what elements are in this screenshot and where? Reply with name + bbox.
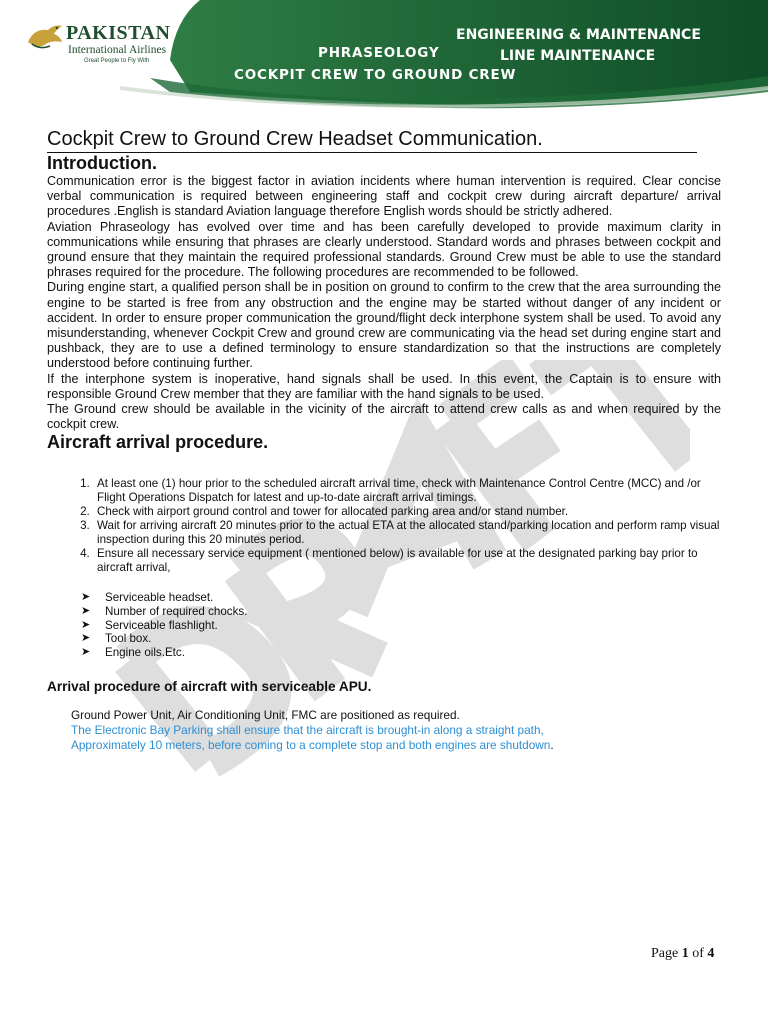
list-item <box>81 632 721 646</box>
equipment-item: Serviceable headset. <box>105 591 214 605</box>
paragraph: The Ground crew should be available in the vicinity of the aircraft to attend crew calls as and when required by the cockpit crew. <box>47 402 721 432</box>
header-doc-scope: COCKPIT CREW TO GROUND CREW <box>234 67 517 83</box>
list-item <box>81 646 721 660</box>
arrival-procedure-heading: Aircraft arrival procedure. <box>47 432 269 453</box>
document-body <box>47 128 721 752</box>
apu-line-period: . <box>550 737 554 752</box>
logo-tagline: Great People to Fly With <box>84 58 150 64</box>
equipment-item: Engine oils.Etc. <box>105 645 185 659</box>
equipment-item: Number of required chocks. <box>105 605 248 619</box>
paragraph: During engine start, a qualified person shall be in position on ground to confirm to the crew that the area surrounding the engine to be started is free from any obstruction and the engine may be started without danger of any incident or accident. In order to ensure proper communication the ground/flight deck interphone system shall be used. To avoid any misunderstanding, whenever Cockpit Crew and ground crew are communicating via the head set during engine start and pushback, they are to use a defined terminology to ensure standardization so that the instructions are completely understood before continuing further. <box>47 280 721 371</box>
arrow-bullet-icon: ➤ <box>81 645 91 658</box>
arrow-bullet-icon: ➤ <box>81 632 91 645</box>
arrival-steps-list <box>47 477 721 575</box>
page-label: Page <box>651 946 679 961</box>
list-item: 3. Wait for arriving aircraft 20 minutes prior to the actual ETA at the allocated stand/parking location and perform ramp visual inspection during this 20 minutes period. <box>93 519 721 547</box>
list-item: 4. Ensure all necessary service equipment ( mentioned below) is available for use at the designated parking bay prior to aircraft arrival, <box>93 547 721 575</box>
paragraph: If the interphone system is inoperative, hand signals shall be used. In this event, the Captain is to ensure with responsible Ground Crew member that they are familiar with the hand signals to be used. <box>47 371 721 401</box>
list-item <box>81 619 721 633</box>
pia-logo <box>24 20 194 70</box>
paragraph: Communication error is the biggest factor in aviation incidents where human intervention is required. Clear concise verbal communication is required between engineering staff and cockpit crew during aircraft departure/ arrival procedures .English is standard Aviation language therefore English words should be strictly adhered. <box>47 174 721 219</box>
crane-emblem-icon <box>24 20 66 54</box>
paragraph: Aviation Phraseology has evolved over time and has been carefully developed to provide maximum clarity in communications while ensuring that phrases are clearly understood. Standard words and phrases between cockpit and ground ensure that they maintain the required professional standards. Ground Crew must be able to use the standard phrases required for the procedure. The following procedures are recommended to be followed. <box>47 219 721 280</box>
apu-procedure-text <box>47 708 721 752</box>
apu-line: Ground Power Unit, Air Conditioning Unit, FMC are positioned as required. <box>71 708 460 723</box>
equipment-item: Serviceable flashlight. <box>105 618 218 632</box>
arrow-bullet-icon: ➤ <box>81 618 91 631</box>
arrow-bullet-icon: ➤ <box>81 591 91 604</box>
list-item <box>81 605 721 619</box>
apu-procedure-heading: Arrival procedure of aircraft with serviceable APU. <box>47 679 372 695</box>
apu-line-highlighted: Approximately 10 meters, before coming to a complete stop and both engines are shutdown <box>71 737 551 752</box>
page-of: of <box>692 946 704 961</box>
header-department: ENGINEERING & MAINTENANCE <box>456 27 701 43</box>
equipment-item: Tool box. <box>105 632 152 646</box>
list-item <box>81 591 721 605</box>
page-header <box>0 0 768 112</box>
header-doc-type: PHRASEOLOGY <box>318 45 440 61</box>
introduction-heading: Introduction. <box>47 153 157 173</box>
apu-line-highlighted: The Electronic Bay Parking shall ensure that the aircraft is brought-in along a straight path, <box>71 723 544 738</box>
page-number <box>651 946 714 962</box>
list-item: 2. Check with airport ground control and tower for allocated parking area and/or stand number. <box>93 505 721 519</box>
list-item: 1. At least one (1) hour prior to the scheduled aircraft arrival time, check with Maintenance Control Centre (MCC) and /or Flight Operations Dispatch for latest and up-to-date aircraft arrival timings. <box>93 477 721 505</box>
page-total: 4 <box>707 946 715 961</box>
logo-name: PAKISTAN <box>66 22 171 44</box>
header-section: LINE MAINTENANCE <box>500 48 656 64</box>
document-title: Cockpit Crew to Ground Crew Headset Communication. <box>47 128 697 153</box>
logo-subtitle: International Airlines <box>68 44 167 56</box>
page-current: 1 <box>681 946 689 961</box>
arrow-bullet-icon: ➤ <box>81 605 91 618</box>
equipment-list <box>47 591 721 659</box>
